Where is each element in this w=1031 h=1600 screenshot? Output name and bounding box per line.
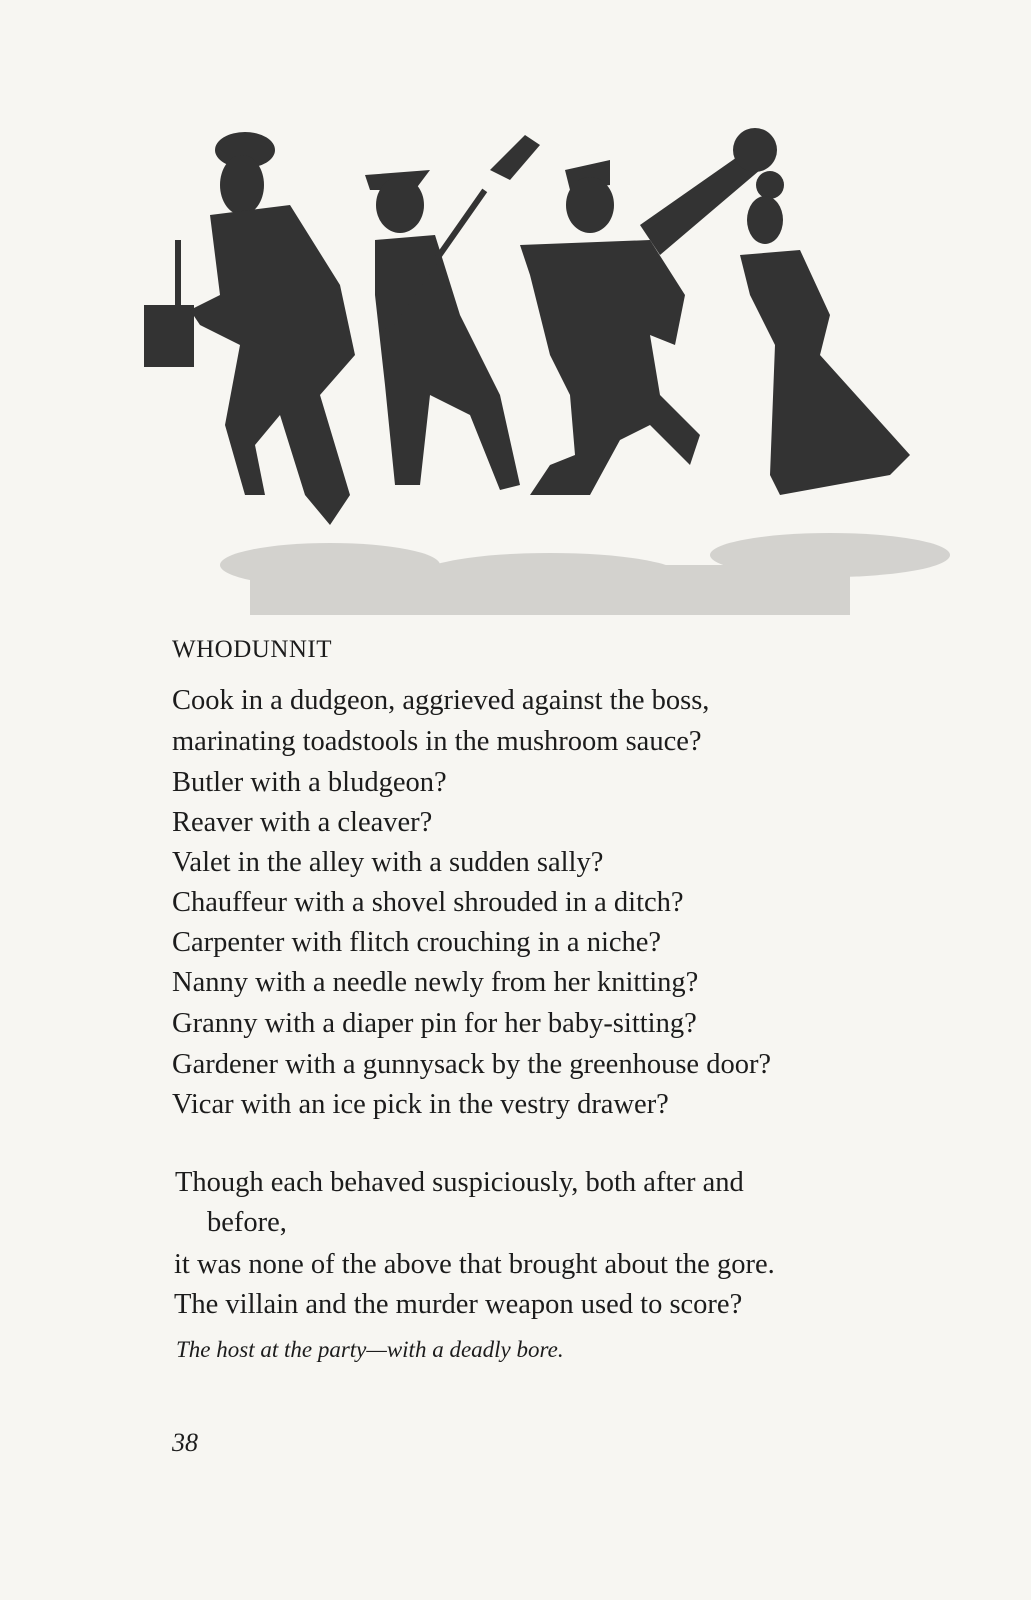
poem-line: Valet in the alley with a sudden sally?	[172, 847, 604, 878]
lady-silhouette	[740, 171, 910, 495]
poem-line: Nanny with a needle newly from her knitting?	[172, 967, 699, 998]
poem-punchline: The host at the party—with a deadly bore.	[176, 1337, 564, 1362]
poem-line: Butler with a bludgeon?	[172, 767, 447, 798]
chauffeur-silhouette	[365, 135, 540, 490]
poem-title: WHODUNNIT	[172, 636, 333, 663]
poem-line: The villain and the murder weapon used to score?	[174, 1289, 743, 1320]
silhouette-illustration	[130, 95, 960, 650]
poem-line: Carpenter with flitch crouching in a niche?	[172, 927, 662, 958]
poem-line: before,	[207, 1207, 287, 1238]
poem-line: Cook in a dudgeon, aggrieved against the boss,	[172, 685, 710, 716]
poem-line: Though each behaved suspiciously, both after and	[175, 1167, 744, 1198]
poem-line: Vicar with an ice pick in the vestry drawer?	[172, 1089, 669, 1120]
poem-line: Gardener with a gunnysack by the greenhouse door?	[172, 1049, 772, 1080]
valet-silhouette	[520, 128, 777, 495]
poem-line: marinating toadstools in the mushroom sauce?	[172, 726, 702, 757]
poem-line: Reaver with a cleaver?	[172, 807, 433, 838]
poem-line: Granny with a diaper pin for her baby-sitting?	[172, 1008, 697, 1039]
floor-reflection	[220, 533, 950, 615]
poem-line: Chauffeur with a shovel shrouded in a ditch?	[172, 887, 684, 918]
page-number: 38	[172, 1428, 198, 1457]
cook-silhouette	[144, 132, 355, 525]
poem-line: it was none of the above that brought about the gore.	[174, 1249, 775, 1280]
